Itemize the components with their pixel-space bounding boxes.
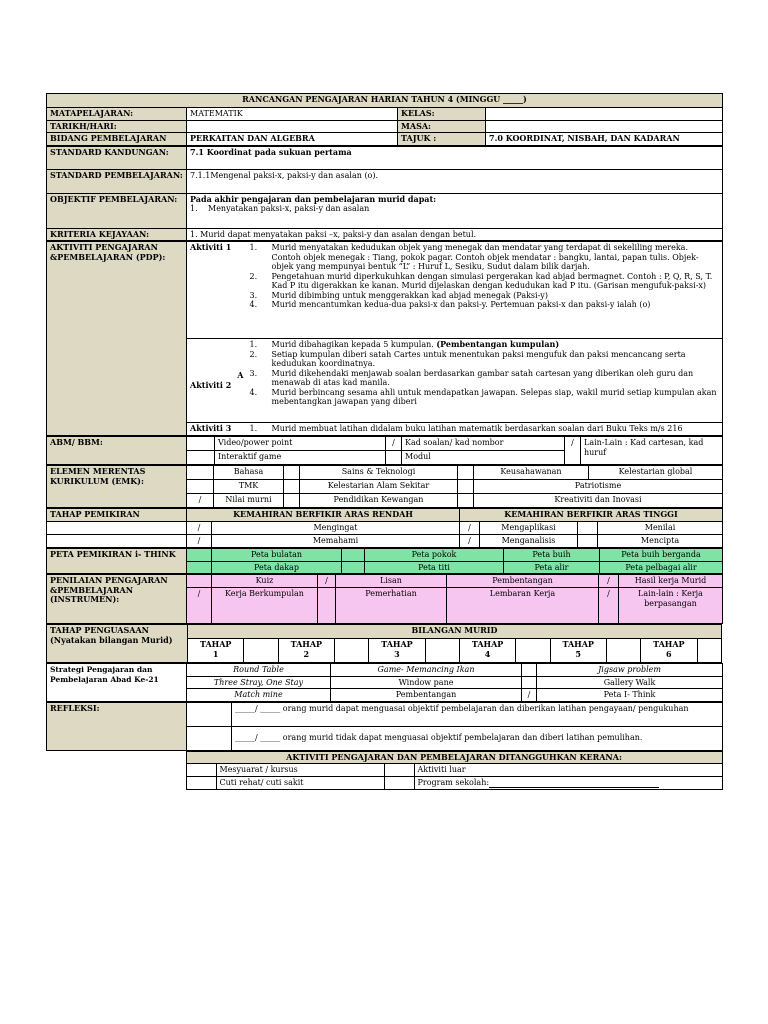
emk-item: Bahasa [214,466,284,480]
pemikiran-table: TAHAP PEMIKIRAN KEMAHIRAN BERFIKIR ARAS RENDAH KEMAHIRAN BERFIKIR ARAS TINGGI / Mengingat / Mengaplikasi Menilai / Memahami / Menganalisis Mencipta [46,508,723,548]
abm-lain: Lain-Lain : Kad cartesan, kad huruf [581,437,723,465]
emk-item: Kelestarian Alam Sekitar [300,480,458,494]
kelas-label: KELAS: [398,108,486,121]
refleksi-table [46,702,723,751]
pemikiran-item: Mengingat [212,522,460,535]
aktiviti-2-side: A [237,370,244,380]
list-item: 2. Setiap kumpulan diberi satah Cartes untuk menentukan paksi mengufuk dan paksi mencancang serta kedudukan koordinatnya. [249,349,686,368]
pemikiran-item: Mengaplikasi [480,522,578,535]
tahap-6-count [697,639,721,663]
ditangguh-table [46,751,723,791]
ditangguh-cuti: Cuti rehat/ cuti sakit [216,777,384,790]
tahap-4-count [516,639,550,663]
masa-label: MASA: [398,120,486,133]
penilaian-table: PENILAIAN PENGAJARAN &PEMBELAJARAN (INSTRUMEN): Kuiz / Lisan Pembentangan / Hasil kerja Murid / Kerja Berkumpulan Pemerhatian Lembaran Kerja / Lain-lain : Kerja berpasangan [46,574,723,624]
abm-check [386,451,402,465]
tahap-6: TAHAP 6 [641,639,697,663]
abm-kad: Kad soalan/ kad nombor [402,437,565,451]
ditangguh-program: Program sekolah: [414,777,722,790]
abm-interaktif: Interaktif game [215,451,386,465]
bidang-label: BIDANG PEMBELAJARAN [47,133,187,146]
pemikiran-item: Menilai [598,522,723,535]
mata-label: MATAPELAJARAN: [47,108,187,121]
mata-value: MATEMATIK [187,108,398,121]
lesson-plan-document [46,93,722,790]
kriteria-value: 1. Murid dapat menyatakan paksi –x, paksi-y dan asalan dengan betul. [187,228,723,241]
penilaian-item: Lembaran Kerja [447,588,599,624]
tahap-2: TAHAP 2 [278,639,334,663]
aktiviti-2-list [247,339,723,423]
list-item: 2. Pengetahuan murid diperkukuhkan dengan simulasi pergerakan kad abjad bermagnet. Contoh : P, Q, R, S, T. Kad P itu digerakkan ke kanan. Murid dijelaskan dengan kedudukan kad P itu. (Garisan mengufuk-paksi-x) [249,271,713,290]
penilaian-label: PENILAIAN PENGAJARAN &PEMBELAJARAN (INSTRUMEN): [47,575,187,624]
abm-video: Video/power point [215,437,386,451]
pemikiran-item: Memahami [212,535,460,548]
kelas-value [486,108,723,121]
abm-check: / [565,437,581,465]
peta-item: Peta pokok [365,549,504,562]
standard-kandungan-value: 7.1 Koordinat pada sukuan pertama [187,146,723,169]
pemikiran-item: Menganalisis [480,535,578,548]
aktiviti-2-label: Aktiviti 2 [190,379,232,390]
bilangan-heading: BILANGAN MURID [188,625,722,639]
refleksi-line-2: _____/ _____ orang murid tidak dapat menguasai objektif pembelajaran dan diberi latihan pemulihan. [232,726,723,750]
abm-label: ABM/ BBM: [47,437,187,465]
list-item: 4. Murid mencantumkan kedua-dua paksi-x dan paksi-y. Pertemuan paksi-x dan paksi-y ialah (o) [249,300,651,309]
objektif-item: 1. Menyatakan paksi-x, paksi-y dan asalan [190,204,370,213]
objektif-value [187,193,723,228]
peta-item: Peta pelbagai alir [600,561,723,574]
objektif-heading: Pada akhir pengajaran dan pembelajaran murid dapat: [190,193,437,204]
strategi-item: Window pane [331,676,522,689]
aktiviti-label: AKTIVITI PENGAJARAN &PEMBELAJARAN (PDP): [47,242,187,436]
peta-item: Peta buih berganda [600,549,723,562]
penilaian-item: Hasil kerja Murid [619,575,723,588]
header-table [46,93,723,146]
peta-item: Peta alir [504,561,600,574]
emk-item: Kelestarian global [589,466,723,480]
abm-table [46,436,723,465]
tarikh-value [187,120,398,133]
aktiviti-1-label: Aktiviti 1 [187,242,247,339]
list-item: 3. Murid dibimbing untuk menggerakkan kad abjad menegak (Paksi-y) [249,290,548,300]
kbat-heading: KEMAHIRAN BERFIKIR ARAS TINGGI [460,509,723,522]
tahap-3-count [425,639,459,663]
strategi-item: Gallery Walk [537,676,723,689]
penilaian-item: Lain-lain : Kerja berpasangan [619,588,723,624]
penilaian-item: Kuiz [212,575,318,588]
tarikh-label: TARIKH/HARI: [47,120,187,133]
ditangguh-heading: AKTIVITI PENGAJARAN DAN PEMBELAJARAN DITANGGUHKAN KERANA: [186,751,722,764]
peta-item: Peta dakap [212,561,342,574]
emk-item: Nilai murni [214,494,284,508]
peta-label: PETA PEMIKIRAN i- THINK [47,549,187,574]
tajuk-value: 7.0 KOORDINAT, NISBAH, DAN KADARAN [486,133,723,146]
page-title: RANCANGAN PENGAJARAN HARIAN TAHUN 4 (MINGGU _____) [47,94,723,108]
standard-pembelajaran-value: 7.1.1Mengenal paksi-x, paksi-y dan asalan (o). [187,169,723,193]
penguasaan-table [46,624,722,663]
aktiviti-3-text: 1. Murid membuat latihan didalam buku latihan matematik berdasarkan soalan dari Buku Teks m/s 216 [247,423,723,436]
strategi-item: Match mine [187,689,331,702]
penilaian-item: Lisan [336,575,447,588]
strategi-item: Jigsaw problem [537,664,723,677]
objektif-label: OBJEKTIF PEMBELAJARAN: [47,193,187,228]
strategi-item: Game- Memancing Ikan [331,664,522,677]
peta-item: Peta buih [504,549,600,562]
penilaian-item: Kerja Berkumpulan [212,588,318,624]
tahap-1-count [244,639,278,663]
tahap-1: TAHAP 1 [188,639,244,663]
strategi-table: Strategi Pengajaran dan Pembelajaran Abad Ke-21 Round Table Game- Memancing Ikan Jigsaw problem Three Stray, One Stay Window pane Gallery Walk Match mine Pembentangan / Peta I- Think [46,663,723,702]
standard-kandungan-label: STANDARD KANDUNGAN: [47,146,187,169]
list-item: 1. Murid dibahagikan kepada 5 kumpulan. (Pembentangan kumpulan) [249,339,560,349]
abm-check [187,451,215,465]
list-item: 4. Murid berbincang sesama ahli untuk mendapatkan jawapan. Selepas siap, wakil murid setiap kumpulan akan mebentangkan jawapan yang diberi [249,387,717,406]
aktiviti-3-label: Aktiviti 3 [187,423,247,436]
emk-item: Keusahawanan [474,466,589,480]
emk-item: Kreativiti dan Inovasi [474,494,723,508]
penguasaan-label: TAHAP PENGUASAAN (Nyatakan bilangan Murid) [47,625,188,663]
strategi-item: Pembentangan [331,689,522,702]
peta-item: Peta titi [365,561,504,574]
kbar-heading: KEMAHIRAN BERFIKIR ARAS RENDAH [187,509,460,522]
strategi-item: Round Table [187,664,331,677]
emk-item: Pendidikan Kewangan [300,494,458,508]
bidang-value: PERKAITAN DAN ALGEBRA [187,133,398,146]
strategi-item: Peta I- Think [537,689,723,702]
tahap-4: TAHAP 4 [459,639,515,663]
emk-item: Sains & Teknologi [300,466,458,480]
emk-table [46,465,723,508]
tahap-5: TAHAP 5 [550,639,606,663]
masa-value [486,120,723,133]
aktiviti-2-label-cell [187,339,247,423]
list-item: 3. Murid dikehendaki menjawab soalan berdasarkan gambar satah cartesan yang diberikan oleh guru dan menawab di atas kad manila. [249,368,694,387]
emk-label: ELEMEN MERENTAS KURIKULUM (EMK): [47,466,187,508]
penilaian-item: Pemerhatian [336,588,447,624]
standard-pembelajaran-label: STANDARD PEMBELAJARAN: [47,169,187,193]
pemikiran-label: TAHAP PEMIKIRAN [47,509,187,522]
pemikiran-item: Mencipta [598,535,723,548]
strategi-label: Strategi Pengajaran dan Pembelajaran Abad Ke-21 [47,664,187,702]
tahap-5-count [606,639,640,663]
refleksi-label: REFLEKSI: [47,702,187,750]
emk-check: / [187,494,214,508]
ditangguh-aktiviti-luar: Aktiviti luar [414,764,722,777]
kriteria-label: KRITERIA KEJAYAAN: [47,228,187,241]
aktiviti-table [46,241,723,436]
abm-check: / [386,437,402,451]
standard-table [46,146,723,242]
emk-item: TMK [214,480,284,494]
strategi-item: Three Stray, One Stay [187,676,331,689]
abm-modul: Modul [402,451,565,465]
tajuk-label: TAJUK : [398,133,486,146]
peta-table [46,548,723,574]
aktiviti-1-list [247,242,723,339]
peta-item: Peta bulatan [212,549,342,562]
list-item: 1. Murid menyatakan kedudukan objek yang menegak dan mendatar yang terdapat di sekeliling mereka. Contoh objek menegak : Tiang, pokok pagar. Contoh objek mendatar : bangku, lantai, papan tulis. Objek-objek yang mempunyai bentuk “L” : Huruf L, Sesiku, Sudut dalam bilik darjah. [249,243,699,271]
penilaian-item: Pembentangan [447,575,599,588]
abm-check [187,437,215,451]
tahap-2-count [335,639,369,663]
refleksi-line-1: _____/ _____ orang murid dapat menguasai objektif pembelajaran dan diberikan latihan pengayaan/ pengukuhan [232,702,723,726]
emk-item: Patriotisme [474,480,723,494]
ditangguh-mesyuarat: Mesyuarat / kursus [216,764,384,777]
tahap-3: TAHAP 3 [369,639,425,663]
